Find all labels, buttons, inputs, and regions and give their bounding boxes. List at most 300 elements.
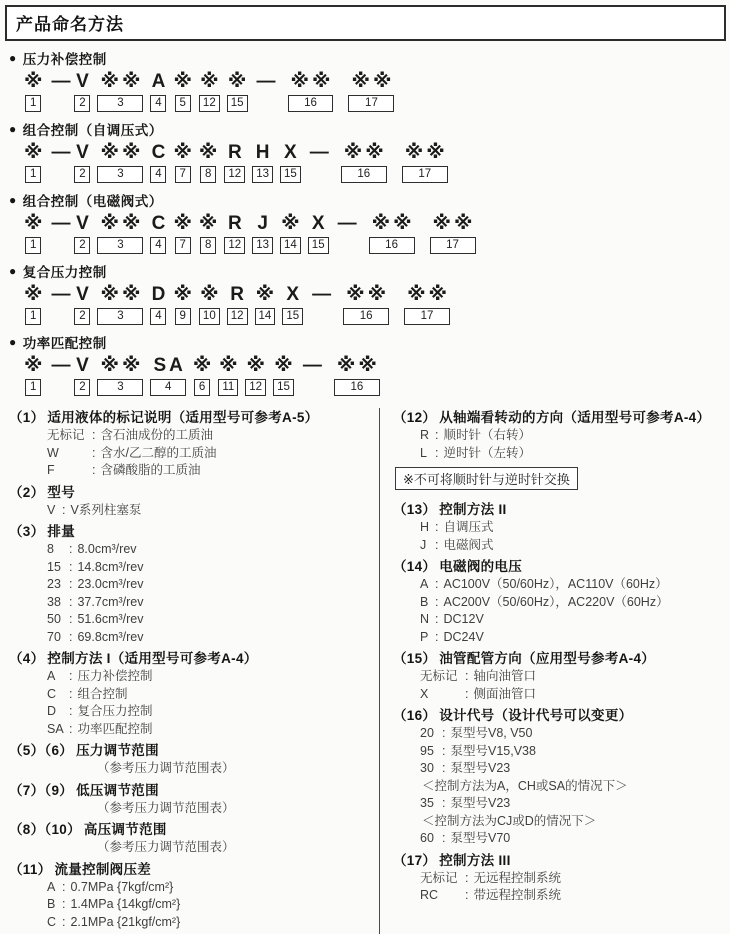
code-segment bbox=[150, 283, 166, 325]
code-symbol: R bbox=[230, 284, 244, 305]
code-position-number-box: 14 bbox=[255, 308, 276, 325]
legend-item bbox=[9, 522, 373, 646]
legend-item-heading bbox=[9, 649, 373, 668]
code-value: V bbox=[47, 502, 56, 517]
legend-item bbox=[393, 557, 726, 646]
legend-item-title: 适用液体的标记说明（适用型号可参考A-5） bbox=[47, 410, 319, 425]
code-dash-segment bbox=[303, 354, 322, 396]
colon-separator: : bbox=[69, 686, 73, 701]
legend-code-line bbox=[9, 594, 373, 612]
colon-separator: : bbox=[442, 761, 446, 775]
legend-code-line bbox=[9, 914, 373, 932]
legend-code-line bbox=[9, 721, 373, 739]
code-meaning: 泵型号V8, V50 bbox=[450, 726, 533, 740]
code-symbol: C bbox=[151, 142, 166, 163]
legend-item-number: （8）（10） bbox=[9, 822, 81, 837]
code-position-number-box: 7 bbox=[175, 166, 191, 183]
bullet-icon: ● bbox=[9, 122, 17, 136]
legend-code-line bbox=[393, 611, 726, 629]
code-segment bbox=[348, 70, 394, 112]
code-meaning: V系列柱塞泵 bbox=[70, 502, 142, 517]
naming-section-heading bbox=[9, 119, 726, 139]
code-position-number-box: 14 bbox=[280, 237, 301, 254]
code-position-number-box: 4 bbox=[150, 95, 166, 112]
code-segment bbox=[227, 283, 248, 325]
code-position-number-box: 6 bbox=[194, 379, 210, 396]
code-value: A bbox=[47, 879, 56, 894]
legend-item bbox=[9, 408, 373, 480]
code-segment bbox=[173, 141, 191, 183]
code-segment bbox=[24, 212, 42, 254]
model-code-pattern bbox=[24, 283, 726, 325]
code-dash-segment bbox=[51, 212, 70, 254]
code-meaning: 14.8cm³/rev bbox=[77, 559, 144, 574]
code-symbol: — bbox=[51, 71, 71, 92]
legend-item-title: 型号 bbox=[47, 484, 76, 500]
colon-separator: : bbox=[435, 612, 439, 626]
legend-code-line bbox=[393, 594, 726, 612]
code-symbol: — bbox=[51, 142, 71, 163]
code-symbol: ※ bbox=[281, 213, 300, 234]
code-position-number-box: 12 bbox=[199, 95, 220, 112]
legend-item bbox=[393, 649, 726, 703]
code-position-number-box: 8 bbox=[200, 237, 216, 254]
legend-item-number: （11） bbox=[9, 861, 52, 877]
bullet-icon: ● bbox=[9, 264, 17, 278]
code-segment bbox=[288, 70, 334, 112]
legend-code-line bbox=[9, 427, 373, 445]
code-meaning: 泵型号V70 bbox=[450, 831, 511, 845]
code-meaning: 电磁阀式 bbox=[443, 537, 494, 552]
colon-separator: : bbox=[62, 914, 66, 929]
code-meaning: 带远程控制系统 bbox=[473, 888, 561, 902]
legend-item-number: （17） bbox=[393, 852, 437, 868]
code-symbol: ※ bbox=[24, 142, 43, 163]
boxed-warning-note: ※不可将顺时针与逆时针交换 bbox=[395, 467, 578, 490]
legend-item-heading bbox=[9, 860, 373, 879]
naming-section-title: 组合控制（自调压式） bbox=[22, 123, 163, 138]
legend-note: （参考压力调节范围表） bbox=[97, 761, 235, 775]
code-segment bbox=[74, 70, 90, 112]
code-symbol: ※ bbox=[198, 142, 218, 163]
code-position-number-box: 2 bbox=[74, 95, 90, 112]
naming-section-heading bbox=[9, 48, 726, 68]
code-segment bbox=[74, 354, 90, 396]
legend-item bbox=[393, 706, 726, 848]
code-position-number-box: 2 bbox=[74, 379, 90, 396]
colon-separator: : bbox=[442, 796, 446, 810]
code-meaning: 压力补偿控制 bbox=[77, 669, 153, 683]
code-position-number-box: 2 bbox=[74, 237, 90, 254]
legend-item-heading bbox=[9, 820, 373, 839]
code-dash-segment bbox=[312, 283, 331, 325]
code-symbol: ※ bbox=[200, 71, 219, 92]
naming-section bbox=[9, 332, 726, 396]
code-symbol: V bbox=[76, 142, 89, 163]
code-meaning: 无远程控制系统 bbox=[473, 870, 561, 885]
colon-separator: : bbox=[69, 577, 73, 591]
code-symbol: ※※ bbox=[100, 213, 144, 234]
code-segment bbox=[74, 141, 90, 183]
legend-item-number: （16） bbox=[393, 708, 437, 723]
code-segment bbox=[224, 212, 245, 254]
code-value: 无标记 bbox=[420, 669, 458, 683]
code-position-number-box: 16 bbox=[369, 237, 415, 254]
code-symbol: ※ bbox=[255, 284, 275, 305]
code-symbol: — bbox=[309, 142, 329, 163]
colon-separator: : bbox=[442, 831, 446, 845]
code-position-number-box: 4 bbox=[150, 166, 166, 183]
code-meaning: 含水/乙二醇的工质油 bbox=[100, 445, 217, 460]
legend-item-number: （13） bbox=[393, 502, 437, 517]
code-position-number-box: 4 bbox=[150, 237, 166, 254]
legend-code-line bbox=[9, 576, 373, 594]
legend-note: ＜控制方法为CJ或D的情况下＞ bbox=[422, 813, 597, 828]
code-value: 70 bbox=[47, 629, 61, 644]
code-value: 35 bbox=[420, 796, 434, 810]
code-symbol: SA bbox=[153, 355, 186, 376]
legend-item-title: 控制方法 II bbox=[439, 502, 507, 517]
code-symbol: ※ bbox=[24, 71, 43, 92]
code-segment bbox=[252, 212, 273, 254]
code-segment bbox=[74, 283, 90, 325]
code-symbol: ※※ bbox=[290, 71, 334, 92]
code-value: 无标记 bbox=[420, 870, 458, 885]
code-value: R bbox=[420, 428, 430, 442]
code-symbol: ※※ bbox=[351, 71, 395, 92]
code-value: 30 bbox=[420, 761, 434, 775]
naming-section-title: 功率匹配控制 bbox=[22, 336, 107, 351]
code-segment bbox=[173, 70, 191, 112]
code-position-number-box: 3 bbox=[97, 379, 143, 396]
legend-item bbox=[9, 649, 373, 738]
legend-item-number: （2） bbox=[9, 484, 45, 500]
code-position-number-box: 4 bbox=[150, 379, 185, 396]
legend-code-line bbox=[393, 576, 726, 594]
legend-item-title: 低压调节范围 bbox=[76, 782, 159, 798]
code-symbol: — bbox=[256, 71, 276, 92]
colon-separator: : bbox=[435, 445, 439, 460]
code-value: RC bbox=[420, 888, 439, 902]
code-value: B bbox=[47, 897, 56, 911]
code-meaning: 含磷酸脂的工质油 bbox=[100, 463, 201, 477]
naming-section-heading bbox=[9, 332, 726, 352]
code-position-number-box: 10 bbox=[199, 308, 220, 325]
legend-code-line bbox=[393, 743, 726, 761]
legend-code-line bbox=[9, 445, 373, 463]
code-segment bbox=[282, 283, 303, 325]
legend-item-title: 油管配管方向（应用型号参考A-4） bbox=[439, 651, 656, 666]
code-segment bbox=[199, 70, 220, 112]
legend-item bbox=[9, 741, 373, 778]
code-symbol: ※ bbox=[173, 213, 192, 234]
code-symbol: H bbox=[255, 142, 270, 163]
naming-section-heading bbox=[9, 190, 726, 210]
code-value: F bbox=[47, 463, 55, 477]
legend-code-line bbox=[393, 795, 726, 813]
naming-section-title: 复合压力控制 bbox=[22, 265, 107, 280]
code-value: X bbox=[420, 686, 429, 701]
code-position-number-box: 15 bbox=[227, 95, 248, 112]
code-position-number-box: 17 bbox=[348, 95, 394, 112]
code-segment bbox=[369, 212, 415, 254]
code-meaning: AC200V（50/60Hz），AC220V（60Hz） bbox=[443, 594, 669, 609]
code-meaning: 复合压力控制 bbox=[77, 704, 153, 718]
legend-item bbox=[9, 820, 373, 857]
legend-note: ＜控制方法为A，CH或SA的情况下＞ bbox=[422, 778, 628, 793]
page-title bbox=[5, 5, 726, 41]
code-value: 15 bbox=[47, 559, 61, 574]
code-segment bbox=[150, 70, 166, 112]
code-segment bbox=[308, 212, 329, 254]
colon-separator: : bbox=[62, 502, 66, 517]
code-symbol: ※※ bbox=[404, 142, 448, 163]
code-meaning: 逆时针（左转） bbox=[443, 445, 531, 460]
legend-code-line bbox=[9, 462, 373, 480]
code-symbol: X bbox=[311, 213, 325, 234]
code-symbol: ※※ bbox=[100, 355, 144, 376]
colon-separator: : bbox=[69, 559, 73, 574]
code-segment bbox=[430, 212, 476, 254]
code-value: 无标记 bbox=[47, 428, 85, 442]
code-segment bbox=[343, 283, 389, 325]
code-position-number-box: 17 bbox=[404, 308, 450, 325]
legend-code-line bbox=[393, 668, 726, 686]
colon-separator: : bbox=[442, 726, 446, 740]
code-segment bbox=[24, 283, 42, 325]
colon-separator: : bbox=[92, 428, 96, 442]
code-dash-segment bbox=[51, 141, 70, 183]
legend-code-line bbox=[393, 686, 726, 704]
naming-section bbox=[9, 48, 726, 112]
code-symbol: ※ bbox=[173, 284, 192, 305]
code-symbol: ※※ bbox=[100, 71, 144, 92]
legend-item-number: （1） bbox=[9, 410, 45, 425]
legend-code-line bbox=[9, 703, 373, 721]
code-segment bbox=[199, 141, 217, 183]
code-symbol: ※※ bbox=[346, 284, 390, 305]
code-symbol: ※ bbox=[198, 213, 218, 234]
model-code-pattern bbox=[24, 212, 726, 254]
code-segment bbox=[252, 141, 273, 183]
code-segment bbox=[173, 283, 191, 325]
code-value: 20 bbox=[420, 726, 434, 740]
legend-item-number: （4） bbox=[9, 651, 45, 666]
code-value: SA bbox=[47, 721, 64, 736]
code-value: H bbox=[420, 520, 430, 534]
code-position-number-box: 1 bbox=[25, 166, 41, 183]
legend-code-line bbox=[9, 879, 373, 897]
legend-code-line bbox=[393, 887, 726, 905]
code-segment bbox=[97, 212, 143, 254]
code-meaning: 侧面油管口 bbox=[473, 686, 536, 701]
code-value: 50 bbox=[47, 612, 61, 626]
code-symbol: ※ bbox=[227, 71, 247, 92]
code-value: A bbox=[420, 577, 429, 591]
code-symbol: ※ bbox=[200, 284, 219, 305]
code-value: A bbox=[47, 669, 56, 683]
colon-separator: : bbox=[435, 428, 439, 442]
legend-code-line bbox=[393, 629, 726, 647]
legend-code-line bbox=[9, 629, 373, 647]
legend-item-heading bbox=[9, 483, 373, 502]
code-segment bbox=[199, 212, 217, 254]
legend-code-line bbox=[9, 611, 373, 629]
code-position-number-box: 2 bbox=[74, 308, 90, 325]
code-meaning: DC12V bbox=[443, 612, 484, 626]
code-segment bbox=[341, 141, 387, 183]
code-meaning: 泵型号V15,V38 bbox=[450, 743, 536, 758]
code-value: C bbox=[47, 914, 57, 929]
code-segment bbox=[150, 212, 166, 254]
colon-separator: : bbox=[465, 888, 469, 902]
code-position-number-box: 3 bbox=[97, 166, 143, 183]
code-symbol: R bbox=[227, 142, 242, 163]
code-segment bbox=[218, 354, 238, 396]
code-segment bbox=[150, 354, 185, 396]
colon-separator: : bbox=[435, 594, 439, 609]
code-value: B bbox=[420, 594, 429, 609]
colon-separator: : bbox=[62, 897, 66, 911]
code-dash-segment bbox=[338, 212, 357, 254]
code-symbol: X bbox=[286, 284, 300, 305]
code-position-number-box: 16 bbox=[341, 166, 387, 183]
code-value: 38 bbox=[47, 594, 61, 609]
code-meaning: 8.0cm³/rev bbox=[77, 542, 137, 556]
code-meaning: 0.7MPa {7kgf/cm²} bbox=[70, 879, 174, 894]
legend-code-line bbox=[9, 559, 373, 577]
code-symbol: X bbox=[284, 142, 297, 163]
code-meaning: 含石油成份的工质油 bbox=[100, 428, 213, 442]
code-position-number-box: 12 bbox=[224, 237, 245, 254]
legend-item-title: 控制方法 III bbox=[439, 852, 511, 868]
legend-code-line bbox=[393, 830, 726, 848]
code-segment bbox=[404, 283, 450, 325]
colon-separator: : bbox=[69, 721, 73, 736]
colon-separator: : bbox=[435, 629, 439, 644]
code-position-number-box: 1 bbox=[25, 237, 41, 254]
legend-item-heading bbox=[393, 557, 726, 576]
code-symbol: ※※ bbox=[432, 213, 476, 234]
code-segment bbox=[224, 141, 245, 183]
code-symbol: A bbox=[151, 71, 166, 92]
legend-item-number: （15） bbox=[393, 651, 437, 666]
legend-item-heading bbox=[9, 408, 373, 427]
colon-separator: : bbox=[69, 594, 73, 609]
code-position-number-box: 12 bbox=[227, 308, 248, 325]
code-dash-segment bbox=[51, 283, 70, 325]
code-meaning: 顺时针（右转） bbox=[443, 428, 531, 442]
code-position-number-box: 11 bbox=[218, 379, 238, 396]
colon-separator: : bbox=[442, 743, 446, 758]
naming-section bbox=[9, 261, 726, 325]
colon-separator: : bbox=[435, 537, 439, 552]
code-symbol: ※ bbox=[219, 355, 238, 376]
code-position-number-box: 15 bbox=[282, 308, 303, 325]
code-symbol: ※ bbox=[173, 142, 192, 163]
legend-note: （参考压力调节范围表） bbox=[97, 800, 235, 815]
code-dash-segment bbox=[51, 70, 70, 112]
legend-code-line bbox=[9, 668, 373, 686]
code-symbol: ※ bbox=[24, 284, 43, 305]
code-segment bbox=[97, 141, 143, 183]
naming-section-title: 压力补偿控制 bbox=[22, 52, 107, 67]
note-container bbox=[393, 462, 726, 497]
code-dash-segment bbox=[310, 141, 329, 183]
legend-note: （参考压力调节范围表） bbox=[97, 840, 235, 854]
legend-item bbox=[393, 408, 726, 497]
code-value: 8 bbox=[47, 542, 54, 556]
colon-separator: : bbox=[62, 879, 66, 894]
code-symbol: ※※ bbox=[407, 284, 451, 305]
code-symbol: V bbox=[76, 355, 89, 376]
legend-item-title: 压力调节范围 bbox=[76, 743, 159, 758]
code-segment bbox=[24, 354, 42, 396]
code-value: W bbox=[47, 445, 59, 460]
legend-code-line bbox=[393, 760, 726, 778]
naming-section-heading bbox=[9, 261, 726, 281]
legend-item-heading bbox=[393, 500, 726, 519]
code-segment bbox=[273, 354, 294, 396]
code-meaning: DC24V bbox=[443, 629, 484, 644]
code-value: 60 bbox=[420, 831, 434, 845]
legend-item-title: 设计代号（设计代号可以变更） bbox=[439, 708, 633, 723]
code-value: J bbox=[420, 537, 427, 552]
code-segment bbox=[97, 70, 143, 112]
code-value: 95 bbox=[420, 743, 434, 758]
code-symbol: ※※ bbox=[336, 355, 380, 376]
code-symbol: V bbox=[76, 284, 89, 305]
code-symbol: ※ bbox=[246, 355, 265, 376]
legend-code-line bbox=[393, 870, 726, 888]
code-segment bbox=[97, 354, 143, 396]
legend-item-number: （12） bbox=[393, 410, 437, 425]
code-symbol: ※ bbox=[24, 355, 43, 376]
code-segment bbox=[334, 354, 380, 396]
code-symbol: ※※ bbox=[343, 142, 387, 163]
code-position-number-box: 2 bbox=[74, 166, 90, 183]
legend-item-heading bbox=[393, 851, 726, 870]
legend-code-line bbox=[9, 502, 373, 520]
model-code-pattern bbox=[24, 70, 726, 112]
code-legend bbox=[5, 408, 726, 934]
colon-separator: : bbox=[465, 669, 469, 683]
code-position-number-box: 3 bbox=[97, 308, 143, 325]
colon-separator: : bbox=[92, 463, 96, 477]
naming-sections bbox=[5, 48, 726, 396]
model-code-pattern bbox=[24, 141, 726, 183]
code-symbol: V bbox=[76, 213, 89, 234]
bullet-icon: ● bbox=[9, 51, 17, 65]
code-position-number-box: 1 bbox=[25, 308, 41, 325]
code-position-number-box: 1 bbox=[25, 95, 41, 112]
code-position-number-box: 17 bbox=[430, 237, 476, 254]
colon-separator: : bbox=[92, 445, 96, 460]
code-symbol: ※ bbox=[274, 355, 293, 376]
legend-item-number: （7）（9） bbox=[9, 782, 74, 798]
code-position-number-box: 16 bbox=[334, 379, 380, 396]
code-segment bbox=[173, 212, 191, 254]
code-symbol: — bbox=[337, 213, 357, 234]
code-segment bbox=[97, 283, 143, 325]
code-meaning: 自调压式 bbox=[443, 520, 494, 534]
code-segment bbox=[74, 212, 90, 254]
code-symbol: ※ bbox=[24, 213, 43, 234]
code-symbol: D bbox=[151, 284, 166, 305]
code-symbol: J bbox=[257, 213, 268, 234]
code-segment bbox=[280, 141, 301, 183]
code-symbol: — bbox=[312, 284, 332, 305]
